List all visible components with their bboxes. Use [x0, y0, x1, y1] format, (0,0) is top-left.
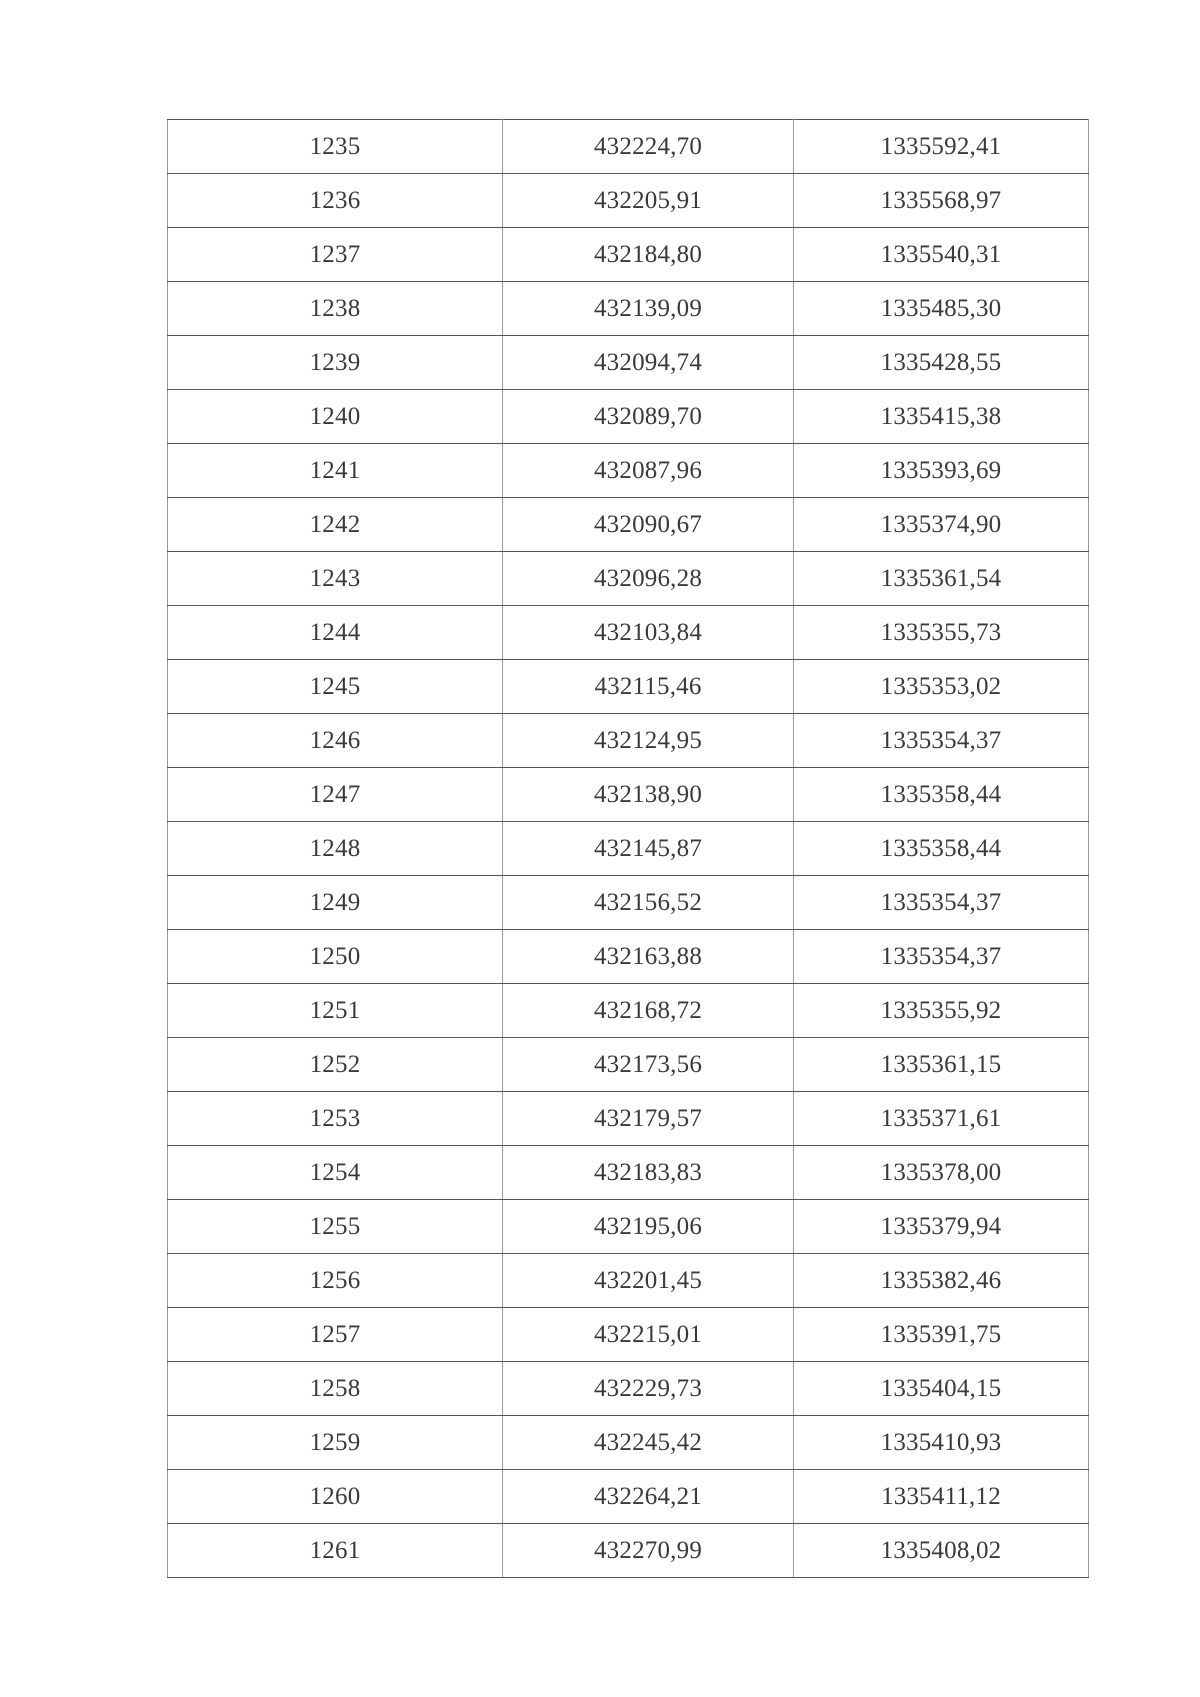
x-coordinate-cell: 432156,52 — [503, 876, 794, 930]
y-coordinate-cell: 1335408,02 — [794, 1524, 1089, 1578]
y-coordinate-cell: 1335485,30 — [794, 282, 1089, 336]
point-number-cell: 1238 — [168, 282, 503, 336]
table-row — [168, 228, 1089, 282]
point-number-cell: 1247 — [168, 768, 503, 822]
x-coordinate-cell: 432173,56 — [503, 1038, 794, 1092]
table-row — [168, 768, 1089, 822]
table-row — [168, 660, 1089, 714]
point-number-cell: 1256 — [168, 1254, 503, 1308]
table-row — [168, 1092, 1089, 1146]
x-coordinate-cell: 432184,80 — [503, 228, 794, 282]
coordinates-table — [167, 119, 1089, 1578]
y-coordinate-cell: 1335428,55 — [794, 336, 1089, 390]
table-row — [168, 498, 1089, 552]
point-number-cell: 1239 — [168, 336, 503, 390]
point-number-cell: 1260 — [168, 1470, 503, 1524]
x-coordinate-cell: 432163,88 — [503, 930, 794, 984]
y-coordinate-cell: 1335353,02 — [794, 660, 1089, 714]
table-row — [168, 336, 1089, 390]
point-number-cell: 1252 — [168, 1038, 503, 1092]
x-coordinate-cell: 432103,84 — [503, 606, 794, 660]
point-number-cell: 1235 — [168, 120, 503, 174]
y-coordinate-cell: 1335568,97 — [794, 174, 1089, 228]
x-coordinate-cell: 432115,46 — [503, 660, 794, 714]
table-row — [168, 174, 1089, 228]
x-coordinate-cell: 432245,42 — [503, 1416, 794, 1470]
y-coordinate-cell: 1335361,54 — [794, 552, 1089, 606]
y-coordinate-cell: 1335358,44 — [794, 822, 1089, 876]
table-row — [168, 120, 1089, 174]
point-number-cell: 1243 — [168, 552, 503, 606]
table-row — [168, 714, 1089, 768]
y-coordinate-cell: 1335374,90 — [794, 498, 1089, 552]
x-coordinate-cell: 432087,96 — [503, 444, 794, 498]
point-number-cell: 1241 — [168, 444, 503, 498]
table-row — [168, 930, 1089, 984]
point-number-cell: 1253 — [168, 1092, 503, 1146]
x-coordinate-cell: 432094,74 — [503, 336, 794, 390]
table-row — [168, 984, 1089, 1038]
x-coordinate-cell: 432270,99 — [503, 1524, 794, 1578]
table-row — [168, 822, 1089, 876]
y-coordinate-cell: 1335355,92 — [794, 984, 1089, 1038]
table-row — [168, 444, 1089, 498]
table-row — [168, 1038, 1089, 1092]
y-coordinate-cell: 1335393,69 — [794, 444, 1089, 498]
y-coordinate-cell: 1335382,46 — [794, 1254, 1089, 1308]
table-row — [168, 282, 1089, 336]
point-number-cell: 1240 — [168, 390, 503, 444]
y-coordinate-cell: 1335391,75 — [794, 1308, 1089, 1362]
y-coordinate-cell: 1335361,15 — [794, 1038, 1089, 1092]
table-row — [168, 1308, 1089, 1362]
y-coordinate-cell: 1335354,37 — [794, 714, 1089, 768]
x-coordinate-cell: 432090,67 — [503, 498, 794, 552]
y-coordinate-cell: 1335404,15 — [794, 1362, 1089, 1416]
y-coordinate-cell: 1335592,41 — [794, 120, 1089, 174]
y-coordinate-cell: 1335410,93 — [794, 1416, 1089, 1470]
point-number-cell: 1250 — [168, 930, 503, 984]
x-coordinate-cell: 432145,87 — [503, 822, 794, 876]
point-number-cell: 1237 — [168, 228, 503, 282]
point-number-cell: 1251 — [168, 984, 503, 1038]
point-number-cell: 1257 — [168, 1308, 503, 1362]
y-coordinate-cell: 1335415,38 — [794, 390, 1089, 444]
table-row — [168, 552, 1089, 606]
point-number-cell: 1242 — [168, 498, 503, 552]
table-row — [168, 1362, 1089, 1416]
x-coordinate-cell: 432168,72 — [503, 984, 794, 1038]
point-number-cell: 1258 — [168, 1362, 503, 1416]
x-coordinate-cell: 432089,70 — [503, 390, 794, 444]
point-number-cell: 1254 — [168, 1146, 503, 1200]
point-number-cell: 1255 — [168, 1200, 503, 1254]
point-number-cell: 1246 — [168, 714, 503, 768]
table-row — [168, 606, 1089, 660]
x-coordinate-cell: 432215,01 — [503, 1308, 794, 1362]
y-coordinate-cell: 1335379,94 — [794, 1200, 1089, 1254]
point-number-cell: 1259 — [168, 1416, 503, 1470]
table-row — [168, 876, 1089, 930]
x-coordinate-cell: 432124,95 — [503, 714, 794, 768]
x-coordinate-cell: 432183,83 — [503, 1146, 794, 1200]
y-coordinate-cell: 1335411,12 — [794, 1470, 1089, 1524]
point-number-cell: 1245 — [168, 660, 503, 714]
x-coordinate-cell: 432179,57 — [503, 1092, 794, 1146]
point-number-cell: 1248 — [168, 822, 503, 876]
y-coordinate-cell: 1335354,37 — [794, 930, 1089, 984]
y-coordinate-cell: 1335358,44 — [794, 768, 1089, 822]
x-coordinate-cell: 432096,28 — [503, 552, 794, 606]
y-coordinate-cell: 1335378,00 — [794, 1146, 1089, 1200]
x-coordinate-cell: 432224,70 — [503, 120, 794, 174]
y-coordinate-cell: 1335540,31 — [794, 228, 1089, 282]
point-number-cell: 1244 — [168, 606, 503, 660]
table-row — [168, 1470, 1089, 1524]
x-coordinate-cell: 432205,91 — [503, 174, 794, 228]
y-coordinate-cell: 1335354,37 — [794, 876, 1089, 930]
coordinates-table-body — [168, 120, 1089, 1578]
table-row — [168, 1524, 1089, 1578]
x-coordinate-cell: 432195,06 — [503, 1200, 794, 1254]
point-number-cell: 1261 — [168, 1524, 503, 1578]
x-coordinate-cell: 432201,45 — [503, 1254, 794, 1308]
table-row — [168, 1146, 1089, 1200]
x-coordinate-cell: 432139,09 — [503, 282, 794, 336]
table-row — [168, 390, 1089, 444]
y-coordinate-cell: 1335355,73 — [794, 606, 1089, 660]
x-coordinate-cell: 432264,21 — [503, 1470, 794, 1524]
point-number-cell: 1249 — [168, 876, 503, 930]
table-row — [168, 1254, 1089, 1308]
x-coordinate-cell: 432138,90 — [503, 768, 794, 822]
table-row — [168, 1200, 1089, 1254]
y-coordinate-cell: 1335371,61 — [794, 1092, 1089, 1146]
x-coordinate-cell: 432229,73 — [503, 1362, 794, 1416]
table-row — [168, 1416, 1089, 1470]
point-number-cell: 1236 — [168, 174, 503, 228]
